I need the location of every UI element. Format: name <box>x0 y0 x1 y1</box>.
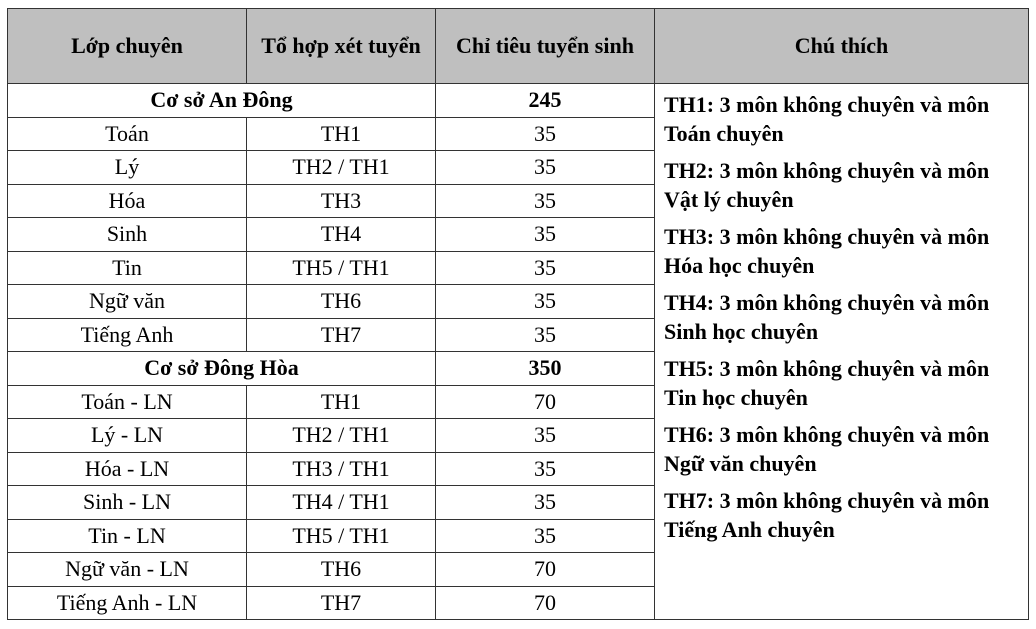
class-cell: Hóa - LN <box>8 452 247 486</box>
note-item: TH5: 3 môn không chuyên và môn Tin học chuyên <box>664 356 990 410</box>
quota-cell: 35 <box>436 117 655 151</box>
quota-cell: 35 <box>436 419 655 453</box>
class-cell: Tin - LN <box>8 519 247 553</box>
class-cell: Ngữ văn <box>8 285 247 319</box>
combo-cell: TH7 <box>247 318 436 352</box>
quota-cell: 35 <box>436 452 655 486</box>
class-cell: Hóa <box>8 184 247 218</box>
class-cell: Lý <box>8 151 247 185</box>
note-item: TH4: 3 môn không chuyên và môn Sinh học chuyên <box>664 290 990 344</box>
header-row <box>8 9 1029 84</box>
combo-cell: TH3 <box>247 184 436 218</box>
combo-cell: TH7 <box>247 586 436 620</box>
quota-cell: 35 <box>436 519 655 553</box>
combo-cell: TH1 <box>247 385 436 419</box>
note-item: TH3: 3 môn không chuyên và môn Hóa học chuyên <box>664 224 990 278</box>
quota-cell: 35 <box>436 151 655 185</box>
quota-cell: 35 <box>436 184 655 218</box>
class-cell: Sinh <box>8 218 247 252</box>
group-name: Cơ sở An Đông <box>8 84 436 118</box>
header-quota: Chỉ tiêu tuyển sinh <box>436 9 655 84</box>
class-cell: Tiếng Anh <box>8 318 247 352</box>
combo-cell: TH5 / TH1 <box>247 251 436 285</box>
combo-cell: TH2 / TH1 <box>247 419 436 453</box>
quota-cell: 35 <box>436 251 655 285</box>
class-cell: Ngữ văn - LN <box>8 553 247 587</box>
quota-cell: 70 <box>436 586 655 620</box>
class-cell: Sinh - LN <box>8 486 247 520</box>
note-item: TH6: 3 môn không chuyên và môn Ngữ văn chuyên <box>664 422 990 476</box>
quota-cell: 35 <box>436 218 655 252</box>
group-total: 350 <box>436 352 655 386</box>
quota-cell: 35 <box>436 318 655 352</box>
header-class: Lớp chuyên <box>8 9 247 84</box>
header-notes: Chú thích <box>655 9 1029 84</box>
class-cell: Toán <box>8 117 247 151</box>
combo-cell: TH1 <box>247 117 436 151</box>
combo-cell: TH4 / TH1 <box>247 486 436 520</box>
class-cell: Toán - LN <box>8 385 247 419</box>
combo-cell: TH6 <box>247 285 436 319</box>
note-item: TH1: 3 môn không chuyên và môn Toán chuyên <box>664 92 990 146</box>
combo-cell: TH4 <box>247 218 436 252</box>
quota-cell: 70 <box>436 385 655 419</box>
header-combo: Tổ hợp xét tuyển <box>247 9 436 84</box>
notes-cell <box>655 84 1029 620</box>
quota-cell: 35 <box>436 285 655 319</box>
class-cell: Lý - LN <box>8 419 247 453</box>
combo-cell: TH2 / TH1 <box>247 151 436 185</box>
class-cell: Tiếng Anh - LN <box>8 586 247 620</box>
quota-cell: 35 <box>436 486 655 520</box>
quota-cell: 70 <box>436 553 655 587</box>
group-row <box>8 84 1029 118</box>
group-name: Cơ sở Đông Hòa <box>8 352 436 386</box>
admission-quota-table <box>7 8 1029 620</box>
note-item: TH2: 3 môn không chuyên và môn Vật lý chuyên <box>664 158 990 212</box>
class-cell: Tin <box>8 251 247 285</box>
combo-cell: TH3 / TH1 <box>247 452 436 486</box>
combo-cell: TH5 / TH1 <box>247 519 436 553</box>
note-item: TH7: 3 môn không chuyên và môn Tiếng Anh chuyên <box>664 488 990 542</box>
group-total: 245 <box>436 84 655 118</box>
combo-cell: TH6 <box>247 553 436 587</box>
